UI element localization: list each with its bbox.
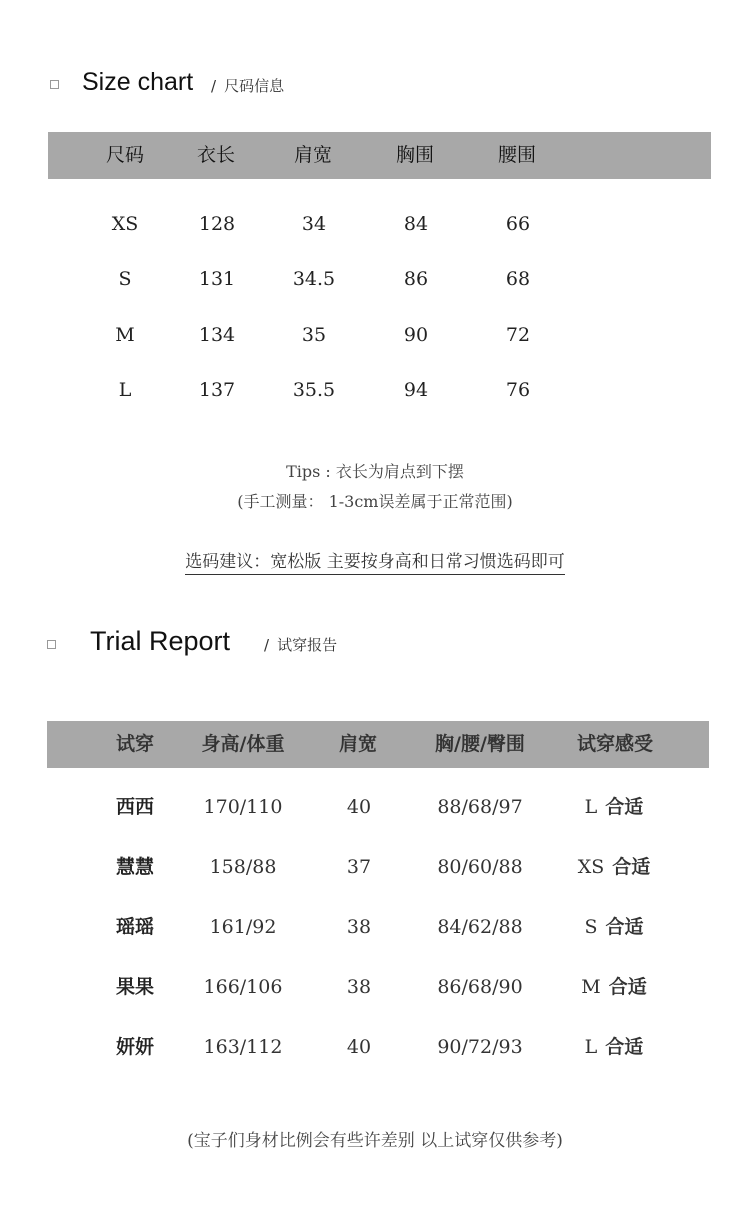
bust-cell: 86 xyxy=(403,268,429,290)
shoulder-cell: 40 xyxy=(346,1036,372,1058)
shoulder-cell: 35 xyxy=(301,324,327,346)
fit-cell xyxy=(578,852,651,882)
size-table-row xyxy=(0,320,750,350)
size-table-row xyxy=(0,375,750,405)
trial-report-title: Trial Report xyxy=(90,626,231,656)
bwh-cell: 88/68/97 xyxy=(437,796,523,818)
length-cell: 128 xyxy=(198,213,236,235)
bwh-cell: 80/60/88 xyxy=(437,856,523,878)
size-cell: XS xyxy=(111,213,139,235)
trial-report-subtitle: / 试穿报告 xyxy=(264,636,338,654)
trial-report-heading xyxy=(0,622,750,662)
fit-cell xyxy=(581,972,646,1002)
tester-name: 果果 xyxy=(115,976,155,998)
tester-name: 西西 xyxy=(115,796,155,818)
trial-header-cell: 试穿感受 xyxy=(576,733,654,755)
bullet-square-icon xyxy=(47,640,56,649)
fit-size: L xyxy=(584,796,598,818)
shoulder-cell: 38 xyxy=(346,916,372,938)
tips-measure-note: (手工测量： 1-3cm误差属于正常范围) xyxy=(237,492,513,511)
trial-header-cell: 肩宽 xyxy=(338,733,378,755)
shoulder-cell: 37 xyxy=(346,856,372,878)
fit-size: M xyxy=(581,976,601,998)
trial-table-row xyxy=(0,972,750,1002)
tips-line: Tips : 衣长为肩点到下摆 xyxy=(286,462,464,481)
size-header-cell: 腰围 xyxy=(497,144,537,166)
fit-feel: 合适 xyxy=(605,916,644,938)
size-cell: M xyxy=(115,324,135,346)
size-advice xyxy=(0,547,750,572)
fit-feel: 合适 xyxy=(608,976,647,998)
height-weight-cell: 161/92 xyxy=(209,916,277,938)
shoulder-cell: 40 xyxy=(346,796,372,818)
waist-cell: 68 xyxy=(505,268,531,290)
height-weight-cell: 166/106 xyxy=(203,976,283,998)
bullet-square-icon xyxy=(50,80,59,89)
size-table-row xyxy=(0,264,750,294)
height-weight-cell: 170/110 xyxy=(203,796,283,818)
shoulder-cell: 34.5 xyxy=(292,268,336,290)
shoulder-cell: 34 xyxy=(301,213,327,235)
length-cell: 134 xyxy=(198,324,236,346)
bust-cell: 84 xyxy=(403,213,429,235)
length-cell: 137 xyxy=(198,379,236,401)
bwh-cell: 90/72/93 xyxy=(437,1036,523,1058)
fit-feel: 合适 xyxy=(605,1036,644,1058)
trial-header-cell: 试穿 xyxy=(115,733,155,755)
trial-table-row xyxy=(0,1032,750,1062)
fit-size: XS xyxy=(577,856,605,878)
size-table-row xyxy=(0,209,750,239)
trial-table-header xyxy=(47,721,709,768)
size-header-cell: 尺码 xyxy=(105,144,145,166)
fit-cell xyxy=(584,912,643,942)
size-cell: S xyxy=(118,268,132,290)
trial-table-row xyxy=(0,792,750,822)
bwh-cell: 86/68/90 xyxy=(437,976,523,998)
waist-cell: 66 xyxy=(505,213,531,235)
size-table-header xyxy=(48,132,711,179)
shoulder-cell: 38 xyxy=(346,976,372,998)
trial-header-cell: 身高/体重 xyxy=(201,733,285,755)
fit-feel: 合适 xyxy=(612,856,651,878)
fit-feel: 合适 xyxy=(605,796,644,818)
size-advice-text: 选码建议：宽松版 主要按身高和日常习惯选码即可 xyxy=(185,552,564,575)
size-chart-heading xyxy=(0,64,750,104)
fit-cell xyxy=(585,1032,644,1062)
size-header-cell: 胸围 xyxy=(395,144,435,166)
size-chart-subtitle: / 尺码信息 xyxy=(211,77,285,95)
height-weight-cell: 158/88 xyxy=(209,856,277,878)
bwh-cell: 84/62/88 xyxy=(437,916,523,938)
trial-table-row xyxy=(0,912,750,942)
size-header-cell: 肩宽 xyxy=(293,144,333,166)
fit-size: S xyxy=(584,916,598,938)
height-weight-cell: 163/112 xyxy=(203,1036,283,1058)
bust-cell: 94 xyxy=(403,379,429,401)
trial-footnote: (宝子们身材比例会有些许差别 以上试穿仅供参考) xyxy=(187,1131,563,1151)
shoulder-cell: 35.5 xyxy=(292,379,336,401)
bust-cell: 90 xyxy=(403,324,429,346)
size-chart-title: Size chart xyxy=(82,68,194,96)
waist-cell: 76 xyxy=(505,379,531,401)
trial-table-row xyxy=(0,852,750,882)
tester-name: 妍妍 xyxy=(115,1036,155,1058)
size-cell: L xyxy=(118,379,132,401)
trial-header-cell: 胸/腰/臀围 xyxy=(435,733,525,755)
tester-name: 瑶瑶 xyxy=(115,916,155,938)
size-header-cell: 衣长 xyxy=(196,144,236,166)
fit-size: L xyxy=(584,1036,598,1058)
waist-cell: 72 xyxy=(505,324,531,346)
tester-name: 慧慧 xyxy=(115,856,155,878)
fit-cell xyxy=(585,792,644,822)
length-cell: 131 xyxy=(198,268,236,290)
